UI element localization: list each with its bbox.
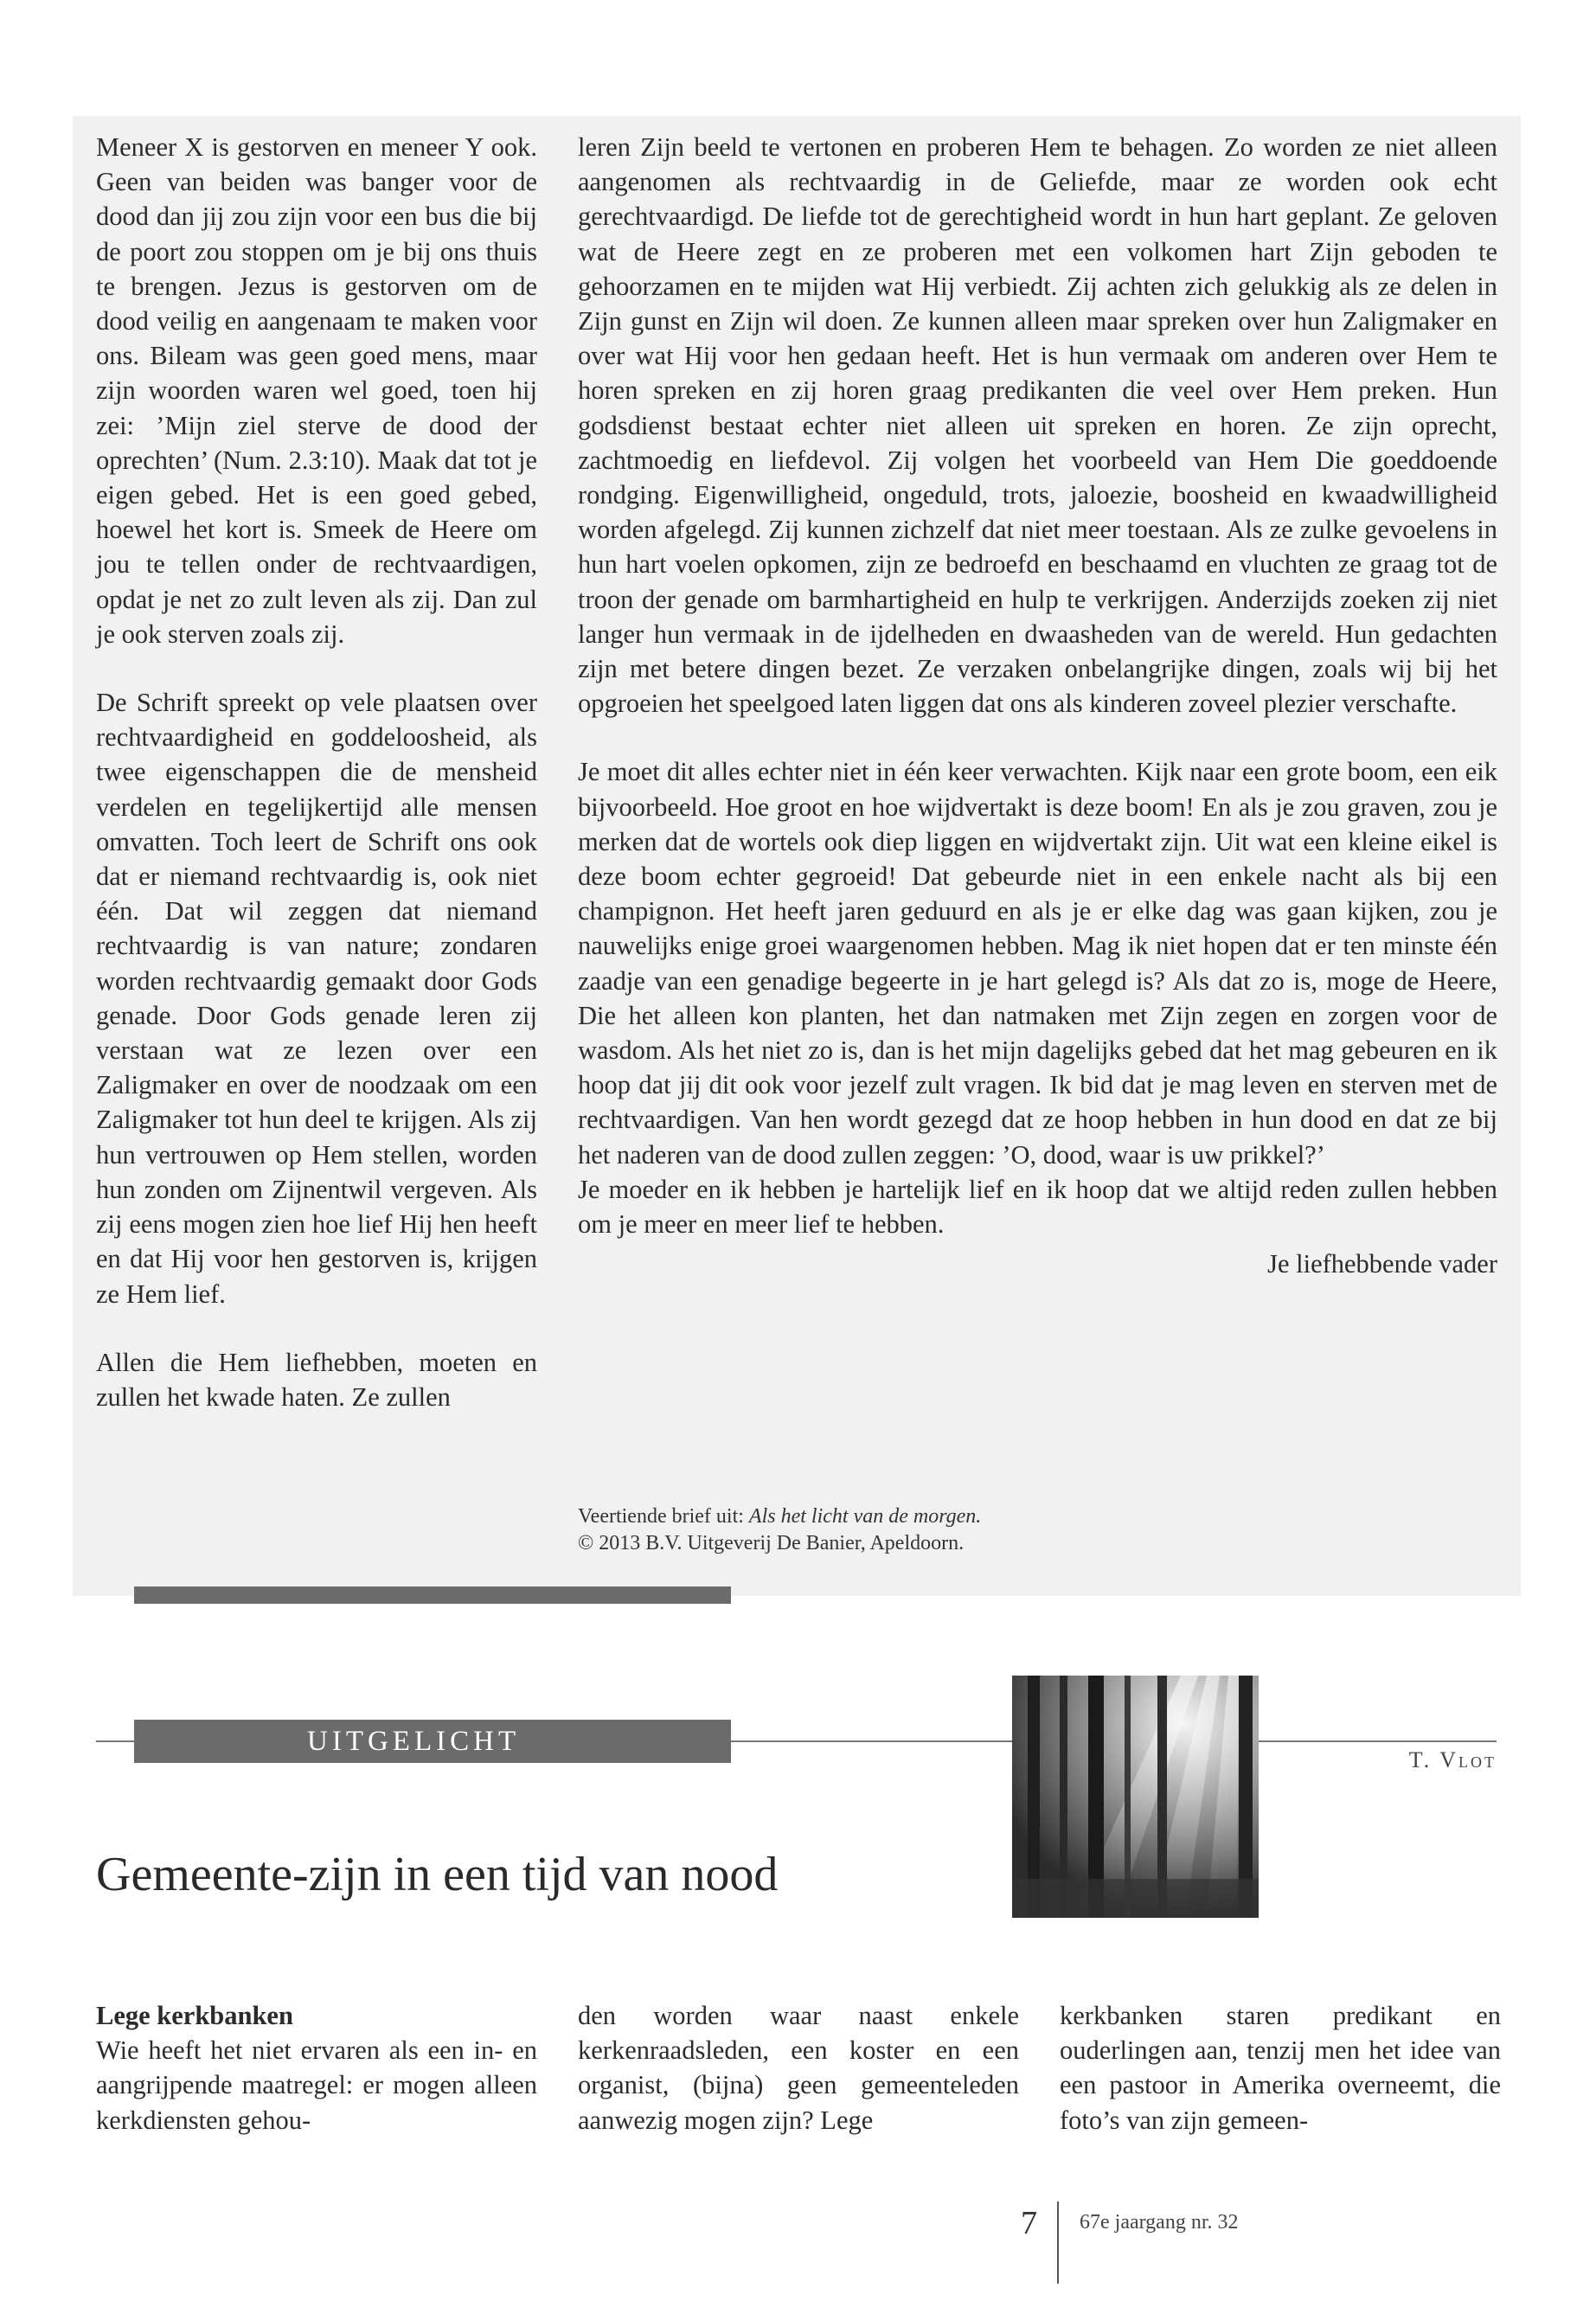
article-column-3 [1060, 1998, 1501, 2138]
letter-column-left [96, 130, 537, 1448]
source-copyright: © 2013 B.V. Uitgeverij De Banier, Apeldoorn. [578, 1532, 965, 1554]
letter-column-right [578, 130, 1497, 1316]
letter-paragraph: Allen die Hem liefhebben, moeten en zullen het kwade haten. Ze zullen [96, 1347, 537, 1412]
letter-source-note [578, 1503, 1270, 1557]
article-paragraph: den worden waar naast enkele kerkenraadsleden, een koster en een organist, (bijna) geen gemeenteleden aanwezig mogen zijn? Lege [578, 2001, 1019, 2135]
section-label: UITGELICHT [134, 1720, 731, 1763]
issue-info: 67e jaargang nr. 32 [1080, 2211, 1239, 2234]
source-title: Als het licht van de morgen. [748, 1505, 982, 1528]
section-rule-right [1259, 1740, 1497, 1742]
article-paragraph: Wie heeft het niet ervaren als een in- en aangrijpende maatregel: er mogen alleen kerkdiensten gehou- [96, 2035, 537, 2135]
article-headline: Gemeente-zijn in een tijd van nood [96, 1848, 779, 1901]
letter-end-bar [134, 1586, 731, 1604]
letter-paragraph: Je moet dit alles echter niet in één keer verwachten. Kijk naar een grote boom, een eik bijvoorbeeld. Hoe groot en hoe wijdvertakt is deze boom! En als je zou graven, zou je merken dat de wortels ook diep liggen en wijdvertakt zijn. Uit wat een kleine eikel is deze boom echter gegroeid! Dat gebeurde niet in een enkele nacht als bij een champignon. Het heeft jaren geduurd en als je er elke dag was gaan kijken, zou je nauwelijks enige groei waargenomen hebben. Mag ik niet hopen dat er ten minste één zaadje van een genadige begeerte in je hart gelegd is? Als dat zo is, moge de Heere, Die het alleen kon planten, het dan natmaken met Zijn zegen en zorgen voor de wasdom. Als het niet zo is, dan is het mijn dagelijks gebed dat het mag gebeuren en ik hoop dat jij dit ook voor jezelf zult vragen. Ik bid dat je mag leven en sterven met de rechtvaardigen. Van hen wordt gezegd dat ze hoop hebben in hun dood en dat ze bij het naderen van de dood zullen zeggen: ’O, dood, waar is uw prikkel?’ [578, 757, 1497, 1170]
article-author: T. Vlot [1408, 1747, 1497, 1772]
page-number: 7 [1021, 2205, 1037, 2241]
letter-paragraph: leren Zijn beeld te vertonen en proberen Hem te behagen. Zo worden ze niet alleen aangenomen als rechtvaardig in de Geliefde, maar ze worden ook echt gerechtvaardigd. De liefde tot de gerechtigheid wordt in hun hart geplant. Ze geloven wat de Heere zegt en ze proberen met een volkomen hart Zijn geboden te gehoorzamen en te mijden wat Hij verbiedt. Zij achten zich gelukkig als ze delen in Zijn gunst en Zijn wil doen. Ze kunnen alleen maar spreken over hun Zaligmaker en over wat Hij voor hen gedaan heeft. Het is hun vermaak om anderen over Hem te horen spreken en zij horen graag predikanten die veel over Hem preken. Hun godsdienst bestaat echter niet alleen uit spreken en horen. Ze zijn oprecht, zachtmoedig en liefdevol. Zij volgen het voorbeeld van Hem Die goeddoende rondging. Eigenwilligheid, ongeduld, trots, jaloezie, boosheid en kwaadwilligheid worden afgelegd. Zij kunnen zichzelf dat niet meer toestaan. Als ze zulke gevoelens in hun hart voelen opkomen, zijn ze bedroefd en beschaamd en vluchten ze graag tot de troon der genade om barmhartigheid en hulp te verkrijgen. Anderzijds zoeken zij niet langer hun vermaak in de ijdelheden en dwaasheden van de wereld. Hun gedachten zijn met betere dingen bezet. Ze verzaken onbelangrijke dingen, zoals wij bij het opgroeien het speelgoed laten liggen dat ons als kinderen zoveel plezier verschafte. [578, 132, 1497, 719]
source-prefix: Veertiende brief uit: [578, 1505, 749, 1528]
article-column-1 [96, 1998, 537, 2138]
letter-paragraph: De Schrift spreekt op vele plaatsen over rechtvaardigheid en goddeloosheid, als twee eigenschappen die de mensheid verdelen en tegelijkertijd alle mensen omvatten. Toch leert de Schrift ons ook dat er niemand rechtvaardig is, ook niet één. Dat wil zeggen dat niemand rechtvaardig is van nature; zondaren worden rechtvaardig gemaakt door Gods genade. Door Gods genade leren zij verstaan wat ze lezen over een Zaligmaker en over de noodzaak om een Zaligmaker tot hun deel te krijgen. Als zij hun vertrouwen op Hem stellen, worden hun zonden om Zijnentwil vergeven. Als zij eens mogen zien hoe lief Hij hen heeft en dat Hij voor hen gestorven is, krijgen ze Hem lief. [96, 688, 537, 1309]
article-column-2 [578, 1998, 1019, 2138]
letter-paragraph: Je moeder en ik hebben je hartelijk lief en ik hoop dat we altijd reden zullen hebben om je meer en meer lief te hebben. [578, 1174, 1497, 1240]
letter-paragraph: Meneer X is gestorven en meneer Y ook. Geen van beiden was banger voor de dood dan jij zou zijn voor een bus die bij de poort zou stoppen om je bij ons thuis te brengen. Jezus is gestorven om de dood veilig en aangenaam te maken voor ons. Bileam was geen goed mens, maar zijn woorden waren wel goed, toen hij zei: ’Mijn ziel sterve de dood der oprechten’ (Num. 2.3:10). Maak dat tot je eigen gebed. Het is een goed gebed, hoewel het kort is. Smeek de Heere om jou te tellen onder de rechtvaardigen, opdat je net zo zult leven als zij. Dan zul je ook sterven zoals zij. [96, 132, 537, 649]
article-paragraph: kerkbanken staren predikant en ouderlingen aan, tenzij men het idee van een pastoor in Amerika overneemt, die foto’s van zijn gemeen- [1060, 2001, 1501, 2135]
forest-photo [1012, 1676, 1259, 1918]
article-subheading: Lege kerkbanken [96, 2001, 293, 2030]
letter-signature: Je liefhebbende vader [1267, 1249, 1497, 1279]
footer-divider [1057, 2202, 1059, 2284]
